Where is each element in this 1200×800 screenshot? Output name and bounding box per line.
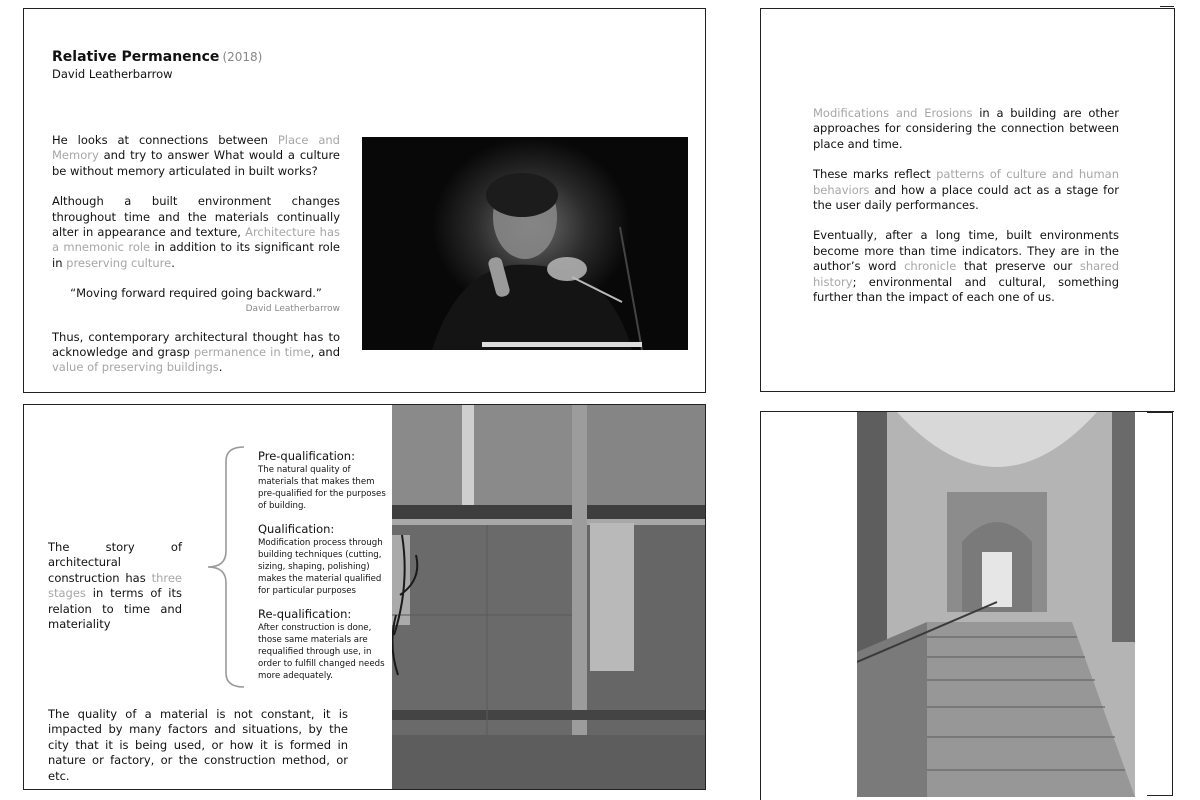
- stage-re-qualification: [258, 607, 386, 682]
- stage-pre-qualification: [258, 449, 386, 512]
- curly-brace-icon: [202, 445, 248, 689]
- stage-qualification: [258, 522, 386, 597]
- slide2-text-column: [813, 106, 1119, 320]
- stage-heading: Qualification:: [258, 522, 335, 536]
- stage-heading: Re-qualification:: [258, 607, 352, 621]
- stage-description: The natural quality of materials that makes them pre-qualified for the purposes of building.: [258, 465, 386, 511]
- stages-list: [258, 449, 386, 692]
- slide-cathedral-stairs: [760, 411, 1174, 800]
- stairs-illustration: [857, 412, 1135, 797]
- paragraph-chronicle: Eventually, after a long time, built environments become more than time indicators. They are in the author’s word chronicle that preserve our shared history; environmental and cultural, something further than the impact of each one of us.: [813, 228, 1120, 305]
- paragraph-three-stages: The story of architectural construction has three stages in terms of its relation to time and materiality: [48, 540, 182, 632]
- facade-photo: [392, 405, 705, 789]
- paragraph-permanence: Thus, contemporary architectural thought has to acknowledge and grasp permanence in time, and value of preserving buildings.: [52, 329, 340, 375]
- slide-edge-decoration: [1160, 6, 1174, 392]
- quote: “Moving forward required going backward.”: [70, 286, 322, 301]
- portrait-photo: [362, 137, 688, 350]
- stage-heading: Pre-qualification:: [258, 449, 355, 463]
- title-year: (2018): [222, 50, 263, 64]
- slide-title: Relative Permanence (2018): [52, 49, 263, 65]
- slide-edge-decoration: [1147, 412, 1173, 796]
- stage-description: After construction is done, those same materials are requalified through use, in order to fulfill changed needs more adequately.: [258, 623, 385, 681]
- paragraph-modifications: Modifications and Erosions in a building are other approaches for considering the connection between place and time.: [813, 106, 1119, 151]
- facade-illustration: [392, 405, 705, 789]
- portrait-illustration: [362, 137, 688, 350]
- slide-relative-permanence: [23, 8, 706, 393]
- slide1-text-column: [52, 133, 340, 391]
- slide-modifications-erosions: [760, 8, 1175, 392]
- stage-description: Modification process through building techniques (cutting, sizing, shaping, polishing) makes the material qualified for particular purposes: [258, 538, 383, 596]
- paragraph-material-quality: The quality of a material is not constant, it is impacted by many factors and situations, by the city that it is being used, or how it is formed in nature or factory, or the construction method, or etc.: [48, 707, 348, 783]
- slide-construction-stages: [23, 404, 706, 790]
- paragraph-patterns: These marks reflect patterns of culture and human behaviors and how a place could act as a stage for the user daily performances.: [813, 167, 1119, 213]
- cathedral-stairs-photo: [857, 412, 1135, 797]
- paragraph-place-memory: He looks at connections between Place and Memory and try to answer What would a culture be without memory articulated in built works?: [52, 133, 340, 178]
- paragraph-mnemonic-role: Although a built environment changes throughout time and the materials continually alter in appearance and texture, Architecture has a mnemonic role in addition to its significant role in preserving culture.: [52, 194, 341, 270]
- quote-author: David Leatherbarrow: [245, 303, 340, 314]
- slide-author: David Leatherbarrow: [52, 67, 173, 81]
